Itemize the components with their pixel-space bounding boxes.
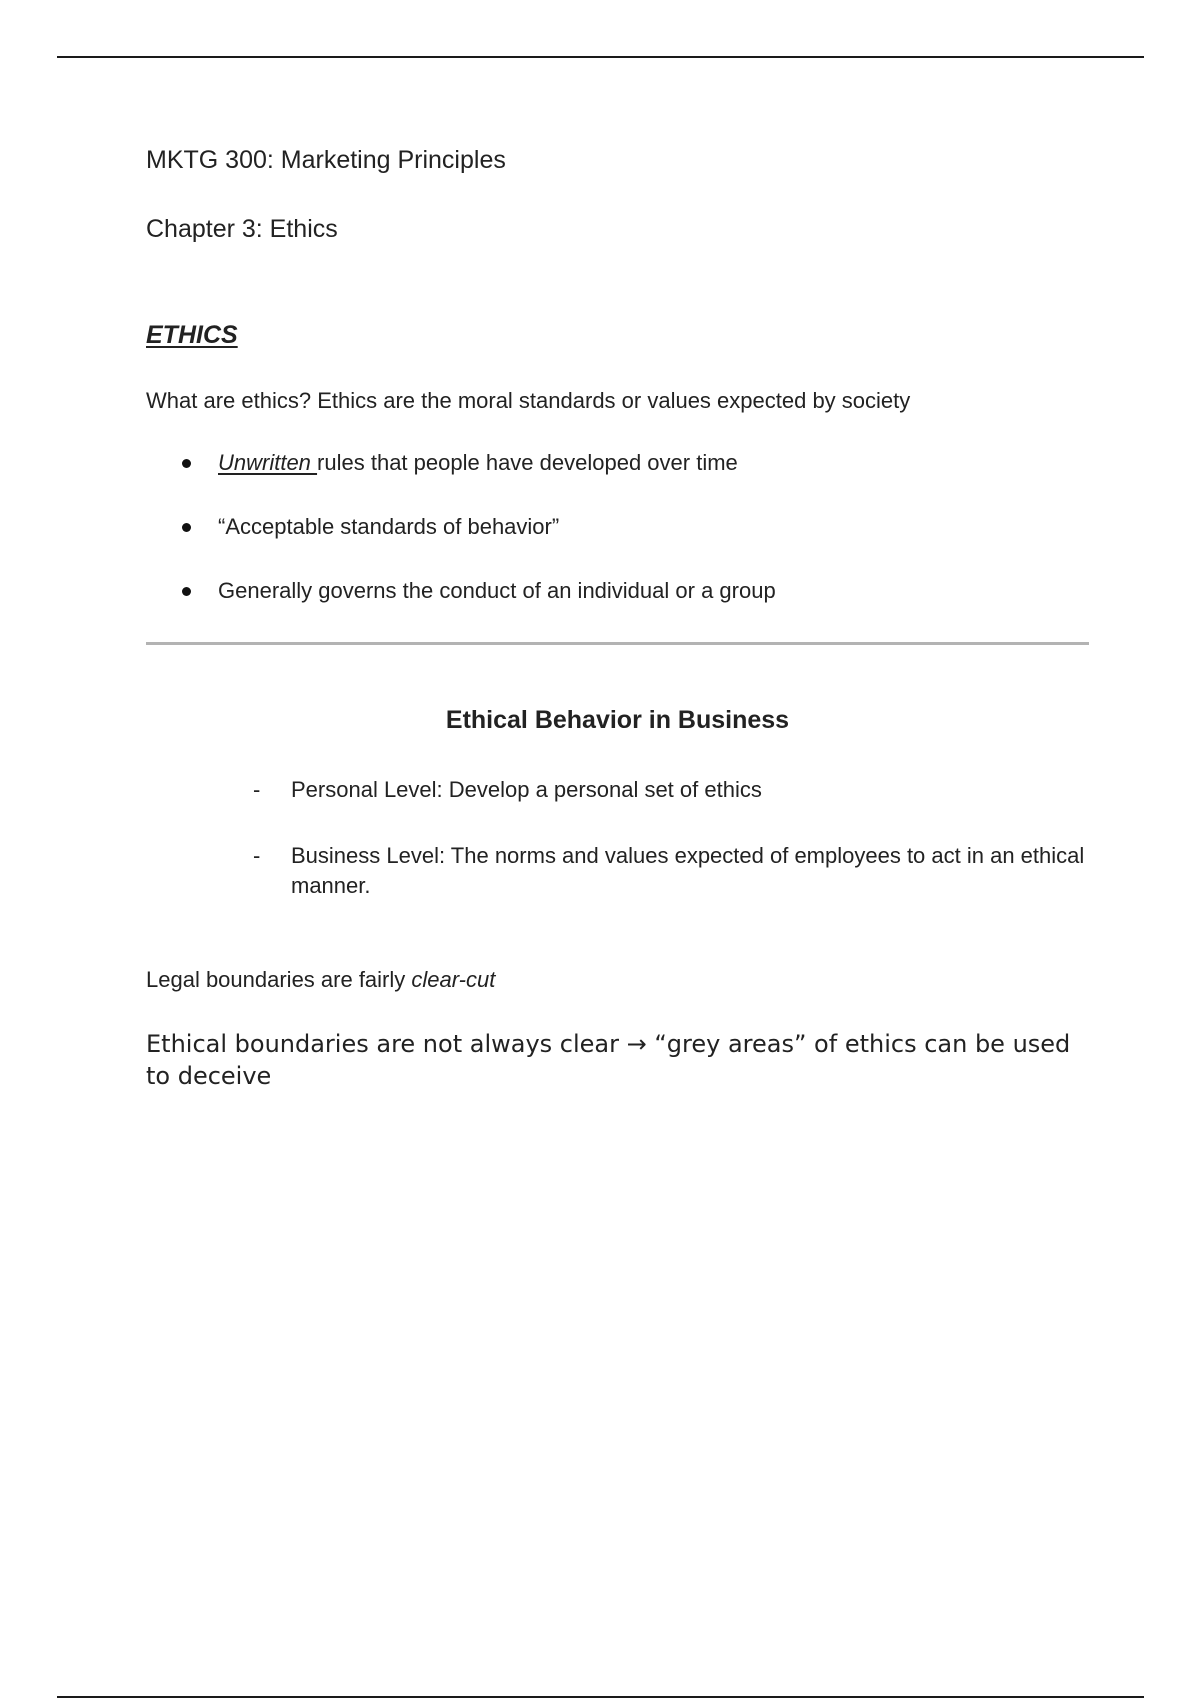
list-item	[146, 578, 1090, 642]
bullet-text	[218, 450, 738, 476]
section-divider	[146, 642, 1089, 645]
bullet-body: Generally governs the conduct of an individual or a group	[218, 578, 776, 603]
legal-prefix: Legal boundaries are fairly	[146, 967, 412, 992]
bullet-emphasis: Unwritten	[218, 450, 318, 475]
bullet-icon	[182, 523, 191, 532]
list-item	[146, 514, 1090, 578]
list-item	[146, 841, 1090, 901]
bullet-icon	[182, 587, 191, 596]
business-heading: Ethical Behavior in Business	[445, 706, 790, 734]
business-level-list	[146, 775, 1090, 901]
ethical-boundaries-text: Ethical boundaries are not always clear → “grey areas” of ethics can be used to deceive	[146, 1030, 1071, 1090]
bullet-body: rules that people have developed over time	[317, 450, 738, 475]
dash-marker: -	[253, 843, 261, 868]
bullet-icon	[182, 459, 191, 468]
list-item	[146, 775, 1090, 841]
legal-boundaries-text	[146, 967, 495, 993]
level-text: Personal Level: Develop a personal set of ethics	[291, 777, 762, 802]
chapter-title: Chapter 3: Ethics	[146, 215, 338, 243]
list-item	[146, 450, 1090, 514]
top-page-rule	[57, 56, 1144, 58]
ethics-bullet-list	[146, 450, 1090, 642]
course-title: MKTG 300: Marketing Principles	[146, 146, 506, 174]
bullet-body: “Acceptable standards of behavior”	[218, 514, 560, 539]
bottom-page-rule	[57, 1696, 1144, 1698]
level-text: Business Level: The norms and values expected of employees to act in an ethical manner.	[291, 843, 1085, 898]
ethics-intro: What are ethics? Ethics are the moral standards or values expected by society	[146, 388, 911, 413]
dash-marker: -	[253, 777, 261, 802]
ethics-heading: ETHICS	[146, 321, 238, 349]
legal-emphasis: clear-cut	[411, 967, 496, 992]
